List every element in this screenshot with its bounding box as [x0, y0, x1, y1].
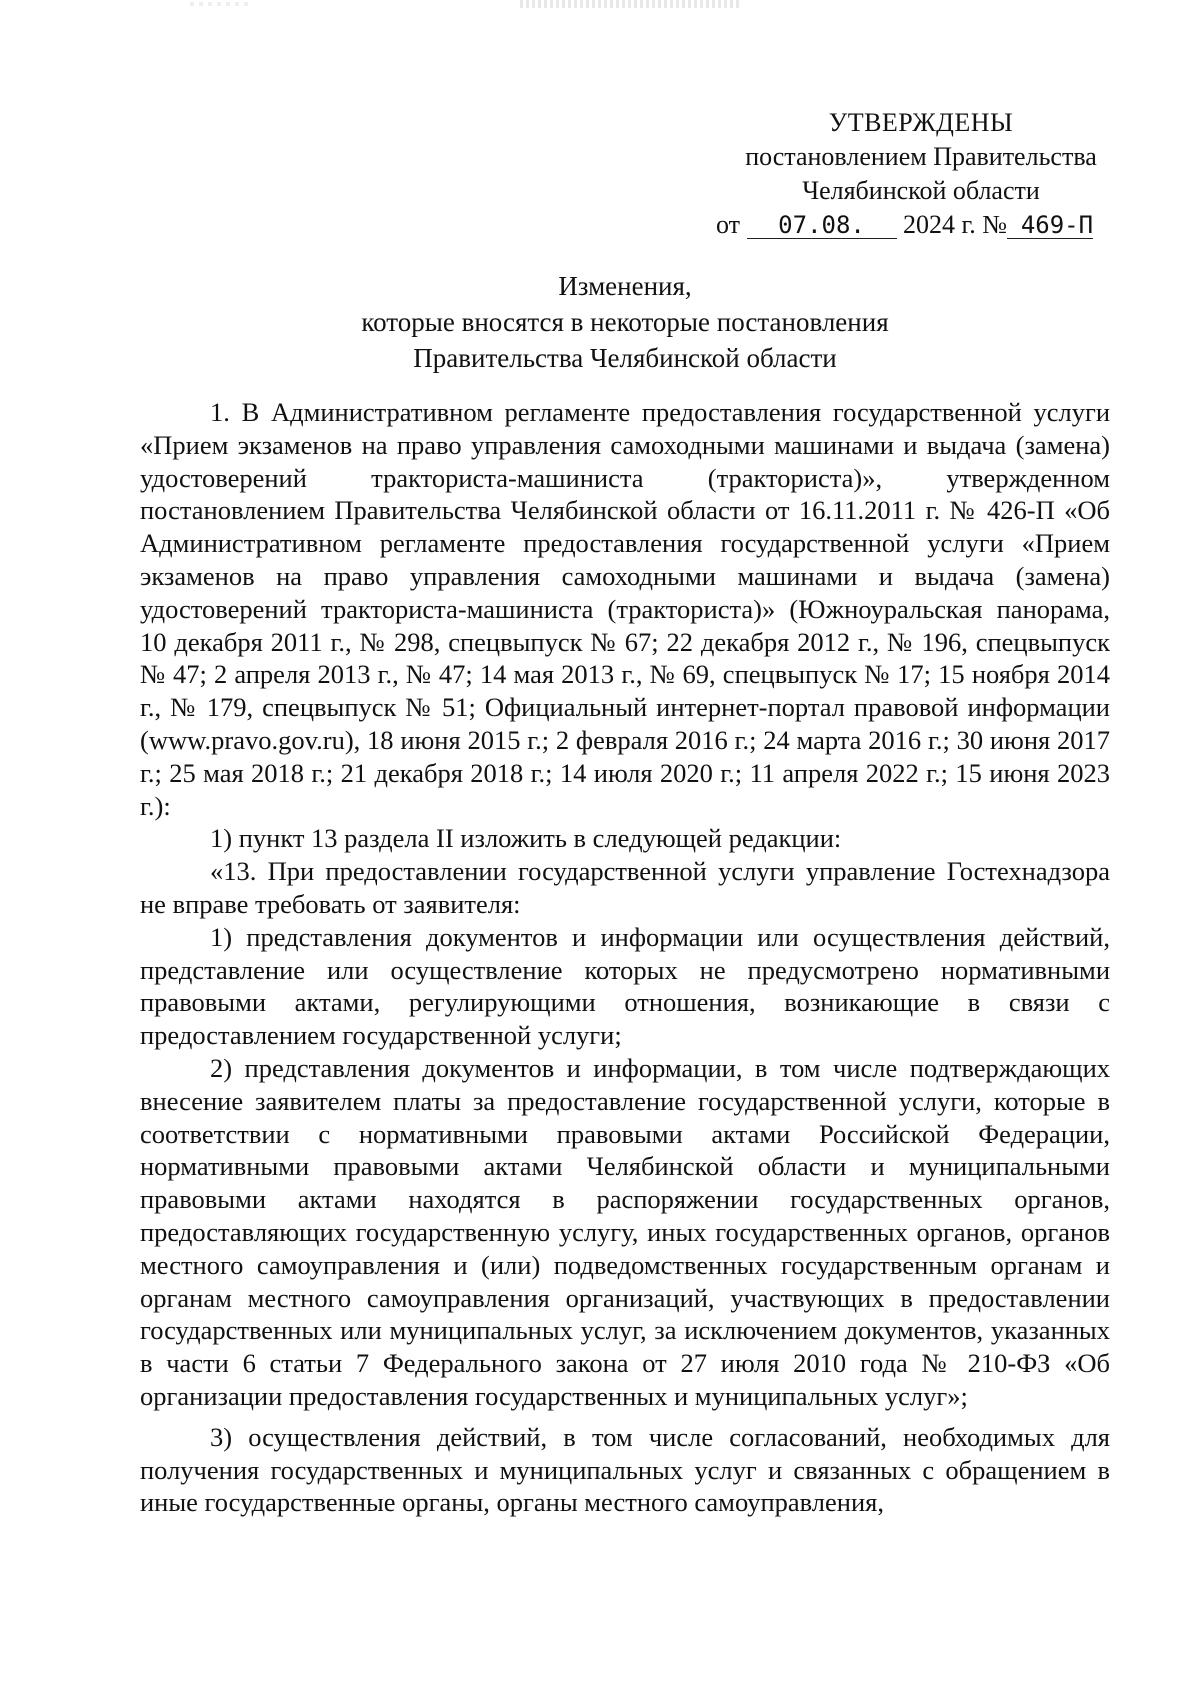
- scan-artifact: [520, 0, 740, 8]
- document-body: [140, 396, 1110, 1519]
- paragraph-1: 1. В Административном регламенте предоставления государственной услуги «Прием экзаменов на право управления самоходными машинами и выдача (замена) удостоверений тракториста-машиниста (тракториста)», утвержденном постановлением Правительства Челябинской области от 16.11.2011 г. № 426-П «Об Административном регламенте предоставления государственной услуги «Прием экзаменов на право управления самоходными машинами и выдача (замена) удостоверений тракториста-машиниста (тракториста)» (Южноуральская панорама, 10 декабря 2011 г., № 298, спецвыпуск № 67; 22 декабря 2012 г., № 196, спецвыпуск № 47; 2 апреля 2013 г., № 47; 14 мая 2013 г., № 69, спецвыпуск № 17; 15 ноября 2014 г., № 179, спецвыпуск № 51; Официальный интернет-портал правовой информации (www.pravo.gov.ru), 18 июня 2015 г.; 2 февраля 2016 г.; 24 марта 2016 г.; 30 июня 2017 г.; 25 мая 2018 г.; 21 декабря 2018 г.; 14 июля 2020 г.; 11 апреля 2022 г.; 15 июня 2023 г.):: [140, 397, 1110, 821]
- paragraph-2: 1) пункт 13 раздела II изложить в следующей редакции:: [210, 823, 842, 854]
- scan-artifact-left: [190, 2, 250, 6]
- approval-date-row: [716, 208, 1126, 242]
- date-field: 07.08.: [747, 212, 897, 239]
- approval-title: УТВЕРЖДЕНЫ: [828, 108, 1014, 137]
- date-prefix: от: [716, 210, 741, 239]
- number-field: 469-П: [1007, 212, 1093, 239]
- heading-line-3: Правительства Челябинской области: [413, 343, 837, 373]
- approval-stamp: [716, 106, 1126, 242]
- approval-line-2: Челябинской области: [802, 176, 1040, 205]
- paragraph-3: «13. При предоставлении государственной услуги управление Гостехнадзора не вправе требовать от заявителя:: [140, 856, 1110, 919]
- year-text: 2024 г. №: [903, 210, 1008, 239]
- paragraph-5: 2) представления документов и информации, в том числе подтверждающих внесение заявителем платы за предоставление государственной услуги, которые в соответствии с нормативными правовыми актами Российской Федерации, нормативными правовыми актами Челябинской области и муниципальными правовыми актами находятся в распоряжении государственных органов, предоставляющих государственную услугу, иных государственных органов, органов местного самоуправления и (или) подведомственных государственным органам и органам местного самоуправления организаций, участвующих в предоставлении государственных или муниципальных услуг, за исключением документов, указанных в части 6 статьи 7 Федерального закона от 27 июля 2010 года № 210-ФЗ «Об организации предоставления государственных и муниципальных услуг»;: [140, 1052, 1110, 1411]
- heading-line-2: которые вносятся в некоторые постановления: [361, 307, 889, 337]
- approval-line-1: постановлением Правительства: [745, 142, 1097, 171]
- paragraph-6: 3) осуществления действий, в том числе согласований, необходимых для получения государственных и муниципальных услуг и связанных с обращением в иные государственные органы, органы местного самоуправления,: [140, 1421, 1110, 1518]
- heading-line-1: Изменения,: [558, 271, 692, 301]
- document-heading: [140, 268, 1110, 376]
- paragraph-4: 1) представления документов и информации или осуществления действий, представление или осуществление которых не предусмотрено нормативными правовыми актами, регулирующими отношения, возникающие в связи с предоставлением государственной услуги;: [140, 921, 1110, 1051]
